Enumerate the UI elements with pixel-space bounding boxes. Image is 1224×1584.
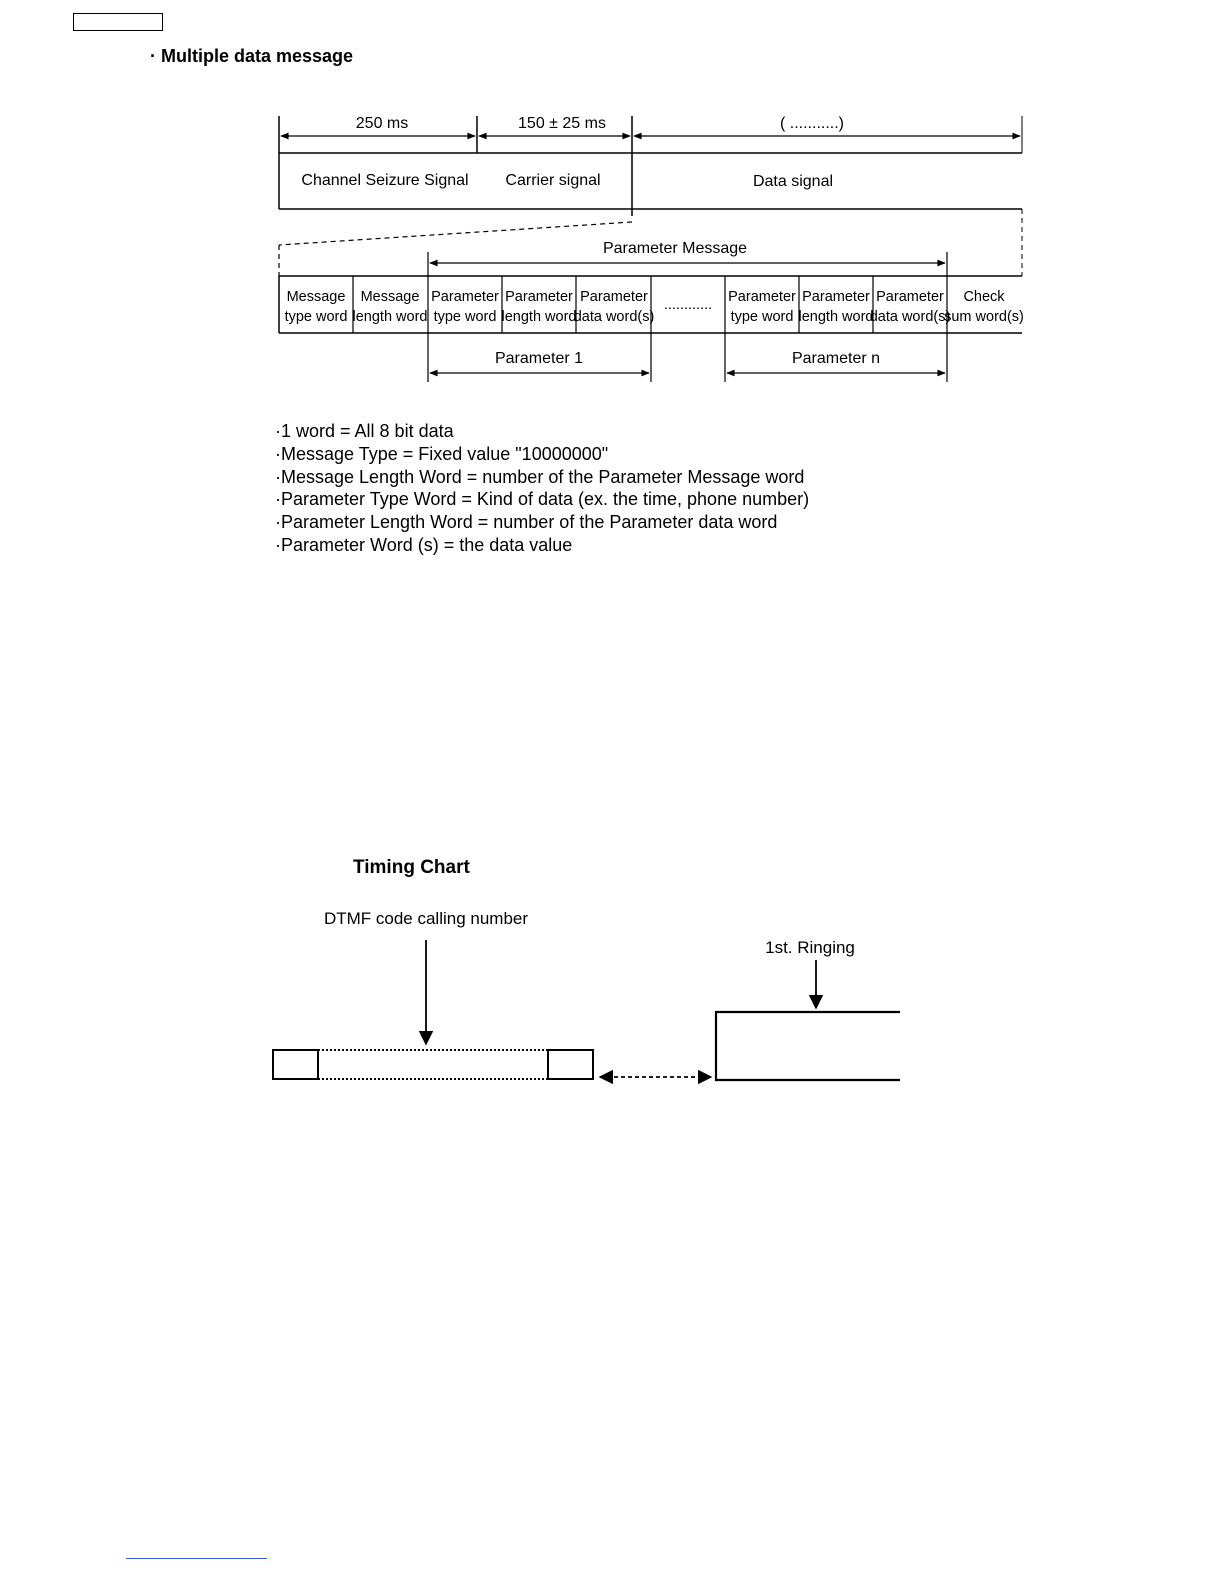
timing-chart-title: Timing Chart <box>353 857 470 878</box>
cell-ellipsis: ............ <box>663 297 713 313</box>
cell-8-line-2: data word(s) <box>869 309 951 325</box>
segment-carrier: Carrier signal <box>505 172 601 189</box>
definition-notes <box>275 420 809 557</box>
duration-label-2: 150 ± 25 ms <box>518 115 606 132</box>
note-item: ·Parameter Type Word = Kind of data (ex. the time, phone number) <box>275 489 810 510</box>
parameter-n-label: Parameter n <box>791 350 881 367</box>
cell-6-line-2: type word <box>730 309 794 325</box>
duration-label-3: ( ...........) <box>780 115 844 132</box>
cell-2-line-2: type word <box>433 309 497 325</box>
ringing-signal <box>716 1012 900 1080</box>
cell-8-line-1: Parameter <box>876 289 944 305</box>
cell-4-line-1: Parameter <box>580 289 648 305</box>
segment-channel-seizure: Channel Seizure Signal <box>301 172 469 189</box>
cell-4-line-2: data word(s) <box>573 309 655 325</box>
footer-divider <box>126 1558 267 1559</box>
cell-9-line-2: sum word(s) <box>944 309 1024 325</box>
message-format-diagram <box>0 0 1224 400</box>
timing-chart-diagram <box>0 890 1224 1110</box>
section-heading: · Multiple data message <box>150 46 354 66</box>
note-item: ·Message Type = Fixed value "10000000" <box>275 443 609 464</box>
duration-label-1: 250 ms <box>355 115 409 132</box>
note-item: ·Parameter Length Word = number of the Parameter data word <box>275 512 778 533</box>
dtmf-start-pulse <box>273 1050 318 1079</box>
dtmf-label: DTMF code calling number <box>323 909 529 928</box>
cell-0-line-1: Message <box>286 289 346 305</box>
segment-data: Data signal <box>752 173 834 190</box>
cell-3-line-1: Parameter <box>505 289 573 305</box>
cell-9-line-1: Check <box>963 289 1005 305</box>
dtmf-end-pulse <box>548 1050 593 1079</box>
cell-2-line-1: Parameter <box>431 289 499 305</box>
note-item: ·1 word = All 8 bit data <box>275 421 454 441</box>
cell-0-line-2: type word <box>284 309 348 325</box>
note-item: ·Parameter Word (s) = the data value <box>275 534 573 555</box>
ringing-label: 1st. Ringing <box>765 938 855 957</box>
parameter-1-label: Parameter 1 <box>494 350 584 367</box>
note-item: ·Message Length Word = number of the Parameter Message word <box>275 466 805 487</box>
cell-7-line-1: Parameter <box>802 289 870 305</box>
cell-7-line-2: length word <box>798 309 874 325</box>
expand-dash-left <box>279 222 632 245</box>
parameter-message-label: Parameter Message <box>602 240 748 257</box>
cell-1-line-1: Message <box>360 289 420 305</box>
cell-6-line-1: Parameter <box>728 289 796 305</box>
cell-1-line-2: length word <box>352 309 428 325</box>
cell-3-line-2: length word <box>501 309 577 325</box>
